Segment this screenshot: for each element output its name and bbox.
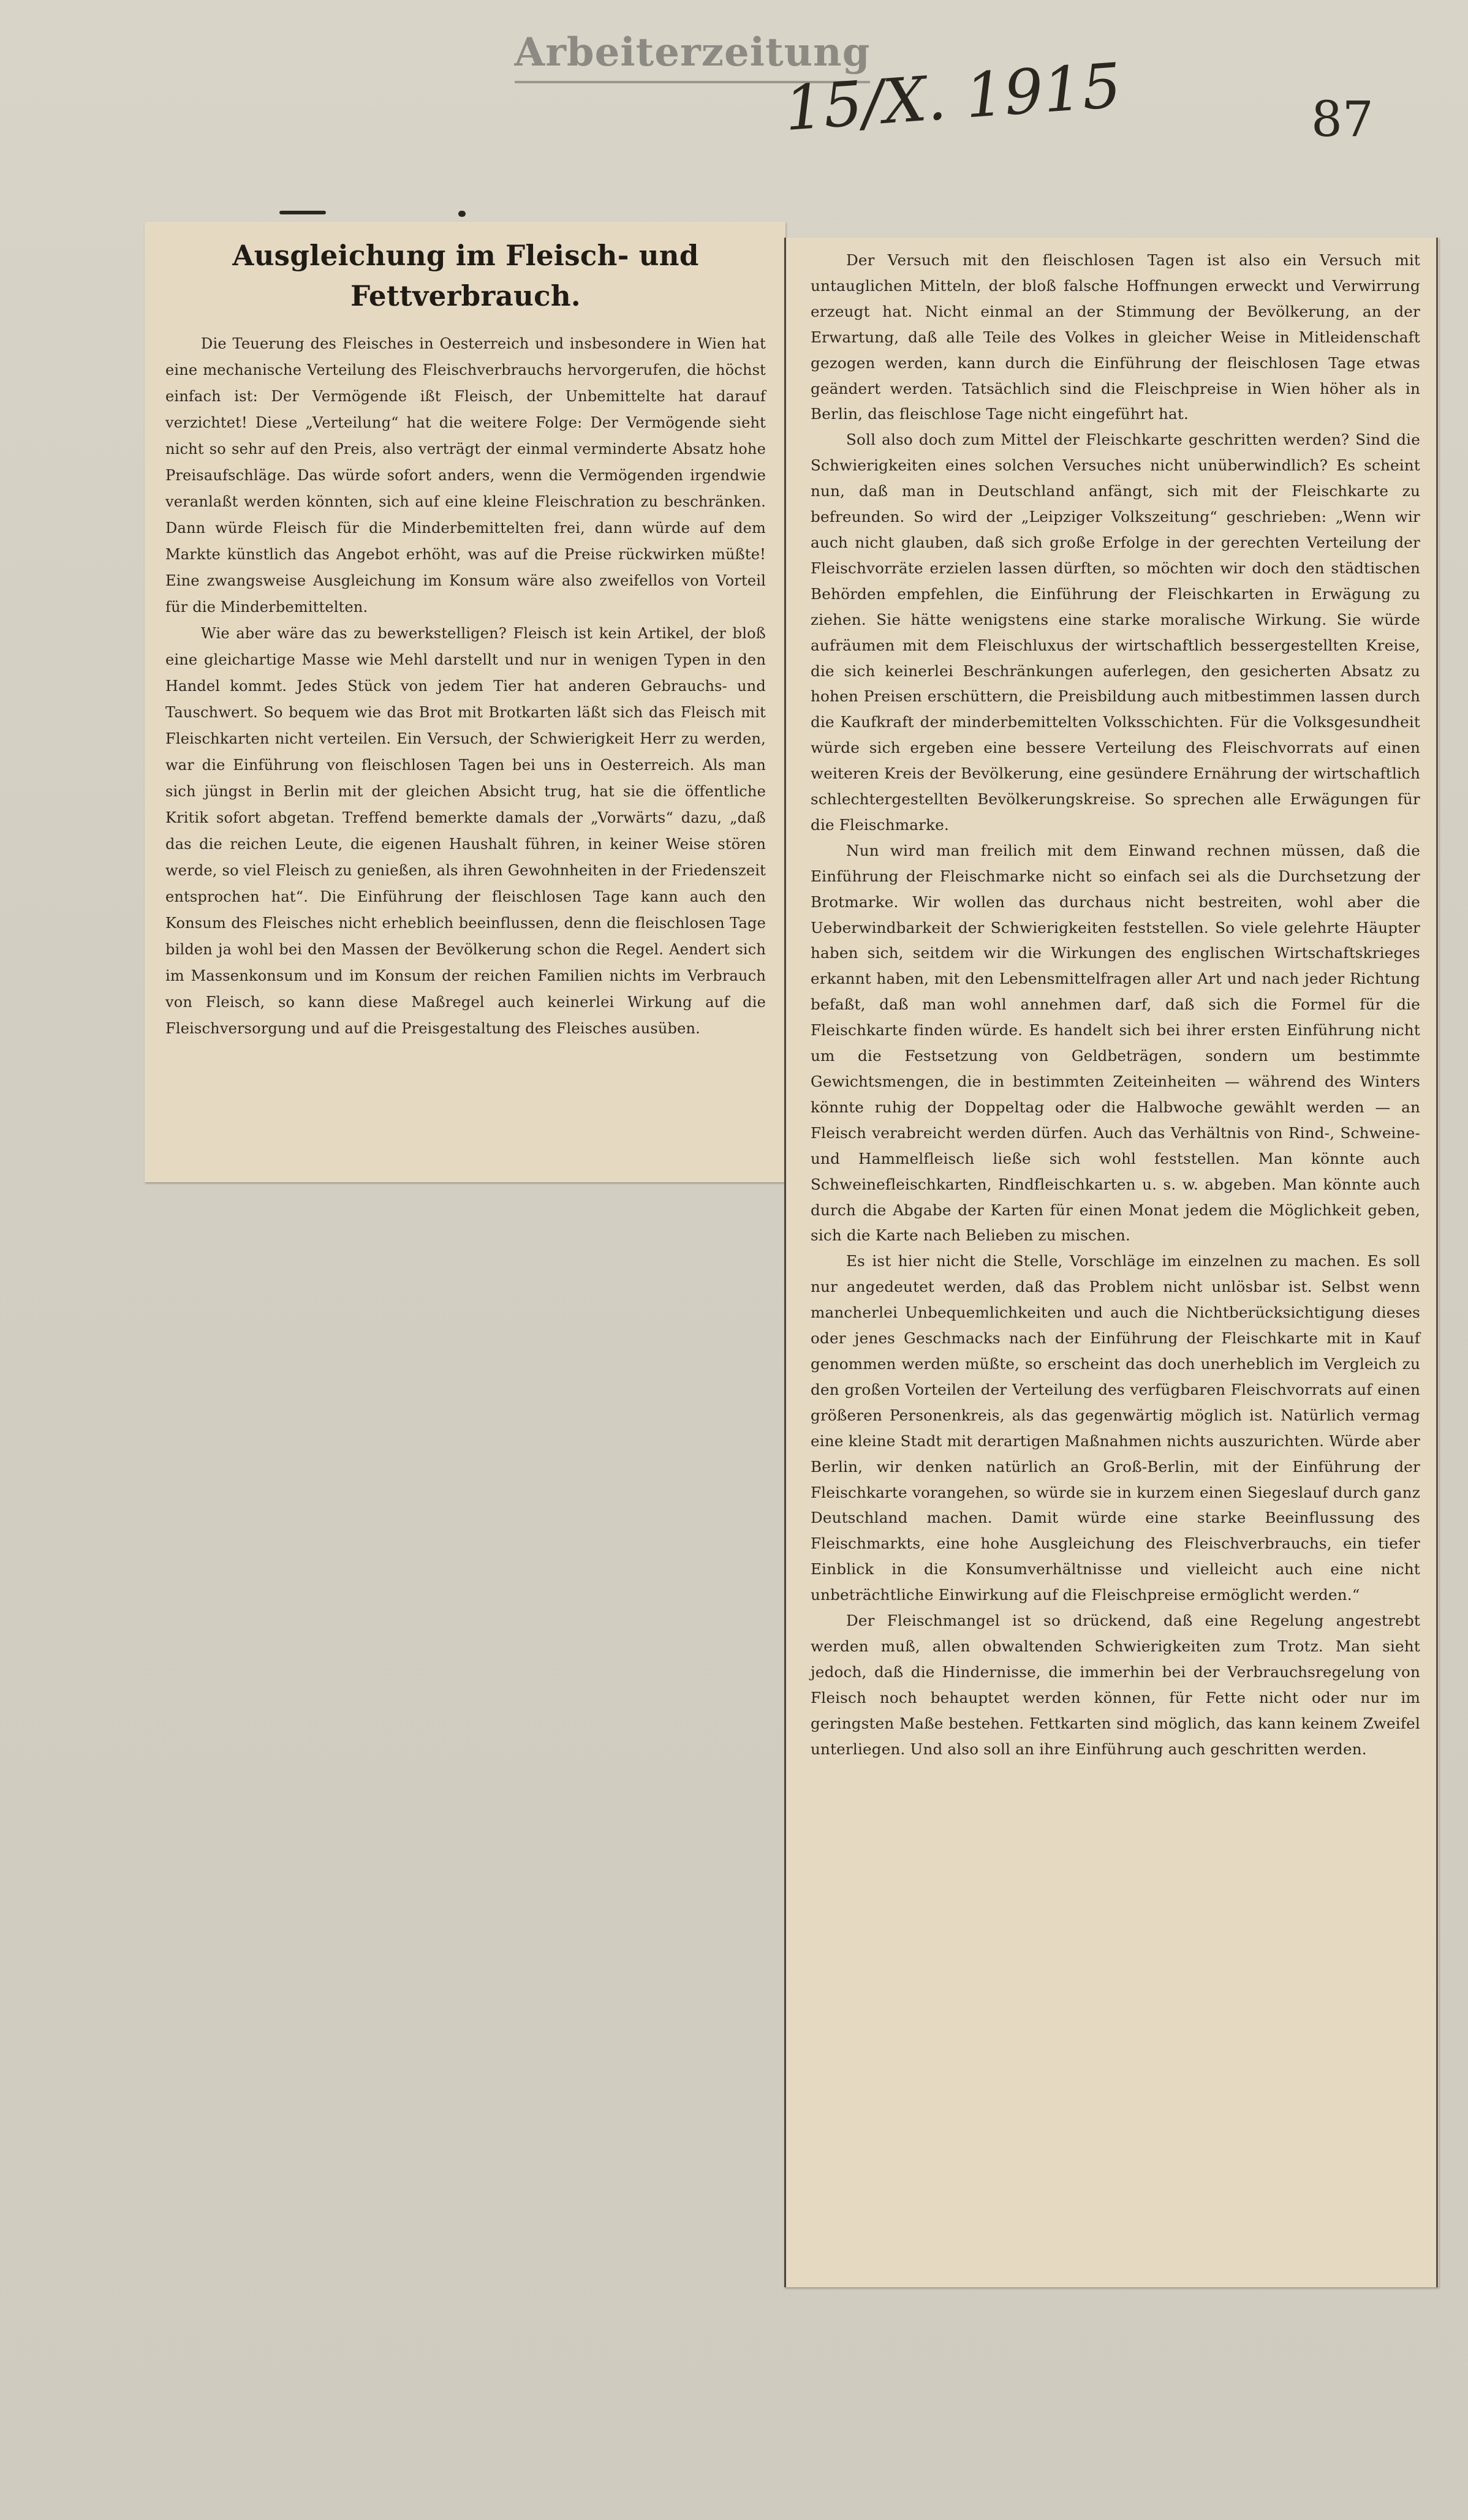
clipping-right-column xyxy=(784,238,1439,2287)
column-rule xyxy=(1436,238,1438,2287)
article-title: Ausgleichung im Fleisch- und Fettverbrauch. xyxy=(232,239,699,312)
ink-mark xyxy=(279,211,326,214)
article-body-left xyxy=(165,331,766,1042)
paragraph: Wie aber wäre das zu bewerkstelligen? Fleisch ist kein Artikel, der bloß eine gleichartige Masse wie Mehl darstellt und nur in wenigen Typen in den Handel kommt. Jedes Stück von jedem Tier hat anderen Gebrauchs- und Tauschwert. So bequem wie das Brot mit Brotkarten läßt sich das Fleisch mit Fleischkarten nicht verteilen. Ein Versuch, der Schwierigkeit Herr zu werden, war die Einführung von fleischlosen Tagen bei uns in Oesterreich. Als man sich jüngst in Berlin mit der gleichen Absicht trug, hat sie die öffentliche Kritik sofort abgetan. Treffend bemerkte damals der „Vorwärts“ dazu, „daß das die reichen Leute, die eigenen Haushalt führen, in keiner Weise stören werde, so viel Fleisch zu genießen, als ihren Gewohnheiten in der Friedenszeit entsprochen hat“. Die Einführung der fleischlosen Tage kann auch den Konsum des Fleisches nicht erheblich beeinflussen, denn die fleischlosen Tage bilden ja wohl bei den Massen der Bevölkerung schon die Regel. Aendert sich im Massenkonsum und im Konsum der reichen Familien nichts im Verbrauch von Fleisch, so kann diese Maßregel auch keinerlei Wirkung auf die Fleischversorgung und auf die Preisgestaltung des Fleisches ausüben. xyxy=(165,625,766,1037)
clipping-left-column xyxy=(145,222,785,1182)
paragraph: Die Teuerung des Fleisches in Oesterreich und insbesondere in Wien hat eine mechanische Verteilung des Fleischverbrauchs hervorgerufen, die höchst einfach ist: Der Vermögende ißt Fleisch, der Unbemittelte hat darauf verzichtet! Diese „Verteilung“ hat die weitere Folge: Der Vermögende sieht nicht so sehr auf den Preis, also verträgt der einmal verminderte Absatz hohe Preisaufschläge. Das würde sofort anders, wenn die Vermögenden irgendwie veranlaßt werden könnten, sich auf eine kleine Fleischration zu beschränken. Dann würde Fleisch für die Minderbemittelten frei, dann würde auf dem Markte künstlich das Angebot erhöht, was auf die Preise rückwirken müßte! Eine zwangsweise Ausgleichung im Konsum wäre also zweifellos von Vorteil für die Minderbemittelten. xyxy=(165,335,766,616)
article-body-right xyxy=(811,247,1420,1762)
paragraph: Nun wird man freilich mit dem Einwand rechnen müssen, daß die Einführung der Fleischmarke nicht so einfach sei als die Durchsetzung der Brotmarke. Wir wollen das durchaus nicht bestreiten, wohl aber die Ueberwindbarkeit der Schwierigkeiten feststellen. So viele gelehrte Häupter haben sich, seitdem wir die Wirkungen des englischen Wirtschaftskrieges erkannt haben, mit den Lebensmittelfragen aller Art und nach jeder Richtung befaßt, daß man wohl annehmen darf, daß sich die Formel für die Fleischkarte finden würde. Es handelt sich bei ihrer ersten Einführung nicht um die Festsetzung von Geldbeträgen, sondern um bestimmte Gewichtsmengen, die in bestimmten Zeiteinheiten — während des Winters könnte ruhig der Doppeltag oder die Halbwoche gewählt werden — an Fleisch verabreicht werden dürfen. Auch das Verhältnis von Rind-, Schweine- und Hammelfleisch ließe sich wohl feststellen. Man könnte auch Schweinefleischkarten, Rindfleischkarten u. s. w. abgeben. Man könnte auch durch die Abgabe der Karten für einen Monat jedem die Möglichkeit geben, sich die Karte nach Belieben zu mischen. xyxy=(811,841,1420,1245)
paragraph: Es ist hier nicht die Stelle, Vorschläge im einzelnen zu machen. Es soll nur angedeutet werden, daß das Problem nicht unlösbar ist. Selbst wenn mancherlei Unbequemlichkeiten und auch die Nichtberücksichtigung dieses oder jenes Geschmacks nach der Einführung der Fleischkarte mit in Kauf genommen werden müßte, so erscheint das doch unerheblich im Vergleich zu den großen Vorteilen der Verteilung des verfügbaren Fleischvorrats auf einen größeren Personenkreis, als das gegenwärtig möglich ist. Natürlich vermag eine kleine Stadt mit derartigen Maßnahmen nichts auszurichten. Würde aber Berlin, wir denken natürlich an Groß-Berlin, mit der Einführung der Fleischkarte vorangehen, so würde sie in kurzem einen Siegeslauf durch ganz Deutschland machen. Damit würde eine starke Beeinflussung des Fleischmarkts, eine hohe Ausgleichung des Fleischverbrauchs, ein tiefer Einblick in die Konsumverhältnisse und vielleicht auch eine nicht unbeträchtliche Einwirkung auf die Fleischpreise ermöglicht werden.“ xyxy=(811,1252,1420,1604)
ink-dot xyxy=(458,211,466,217)
paragraph: Soll also doch zum Mittel der Fleischkarte geschritten werden? Sind die Schwierigkeiten eines solchen Versuches nicht unüberwindlich? Es scheint nun, daß man in Deutschland anfängt, sich mit der Fleischkarte zu befreunden. So wird der „Leipziger Volkszeitung“ geschrieben: „Wenn wir auch nicht glauben, daß sich große Erfolge in der gerechten Verteilung der Fleischvorräte erzielen lassen dürften, so möchten wir doch den städtischen Behörden empfehlen, die Einführung der Fleischkarten in Erwägung zu ziehen. Sie hätte wenigstens eine starke moralische Wirkung. Sie würde aufräumen mit dem Fleischluxus der wirtschaftlich bessergestellten Kreise, die sich keinerlei Beschränkungen auferlegen, den gesicherten Absatz zu hohen Preisen erschüttern, die Preisbildung auch mitbestimmen lassen durch die Kaufkraft der minderbemittelten Volksschichten. Für die Volksgesundheit würde sich ergeben eine bessere Verteilung des Fleischvorrats auf einen weiteren Kreis der Bevölkerung, eine gesündere Ernährung der wirtschaftlich schlechtergestellten Bevölkerungskreise. So sprechen alle Erwägungen für die Fleischmarke. xyxy=(811,431,1420,834)
handwritten-date: 15/X. 1915 xyxy=(782,49,1124,145)
paragraph: Der Fleischmangel ist so drückend, daß eine Regelung angestrebt werden muß, allen obwaltenden Schwierigkeiten zum Trotz. Man sieht jedoch, daß die Hindernisse, die immerhin bei der Verbrauchsregelung von Fleisch noch behauptet werden können, für Fette nicht oder nur im geringsten Maße bestehen. Fettkarten sind möglich, das kann keinem Zweifel unterliegen. Und also soll an ihre Einführung auch geschritten werden. xyxy=(811,1612,1420,1758)
paragraph: Der Versuch mit den fleischlosen Tagen ist also ein Versuch mit untauglichen Mitteln, der bloß falsche Hoffnungen erweckt und Verwirrung erzeugt hat. Nicht einmal an der Stimmung der Bevölkerung, an der Erwartung, daß alle Teile des Volkes in gleicher Weise in Mitleidenschaft gezogen werden, kann durch die Einführung der fleischlosen Tage etwas geändert werden. Tatsächlich sind die Fleischpreise in Wien höher als in Berlin, das fleischlose Tage nicht eingeführt hat. xyxy=(811,251,1420,423)
newspaper-stamp: Arbeiterzeitung xyxy=(514,29,871,75)
page-number: 87 xyxy=(1311,91,1374,148)
